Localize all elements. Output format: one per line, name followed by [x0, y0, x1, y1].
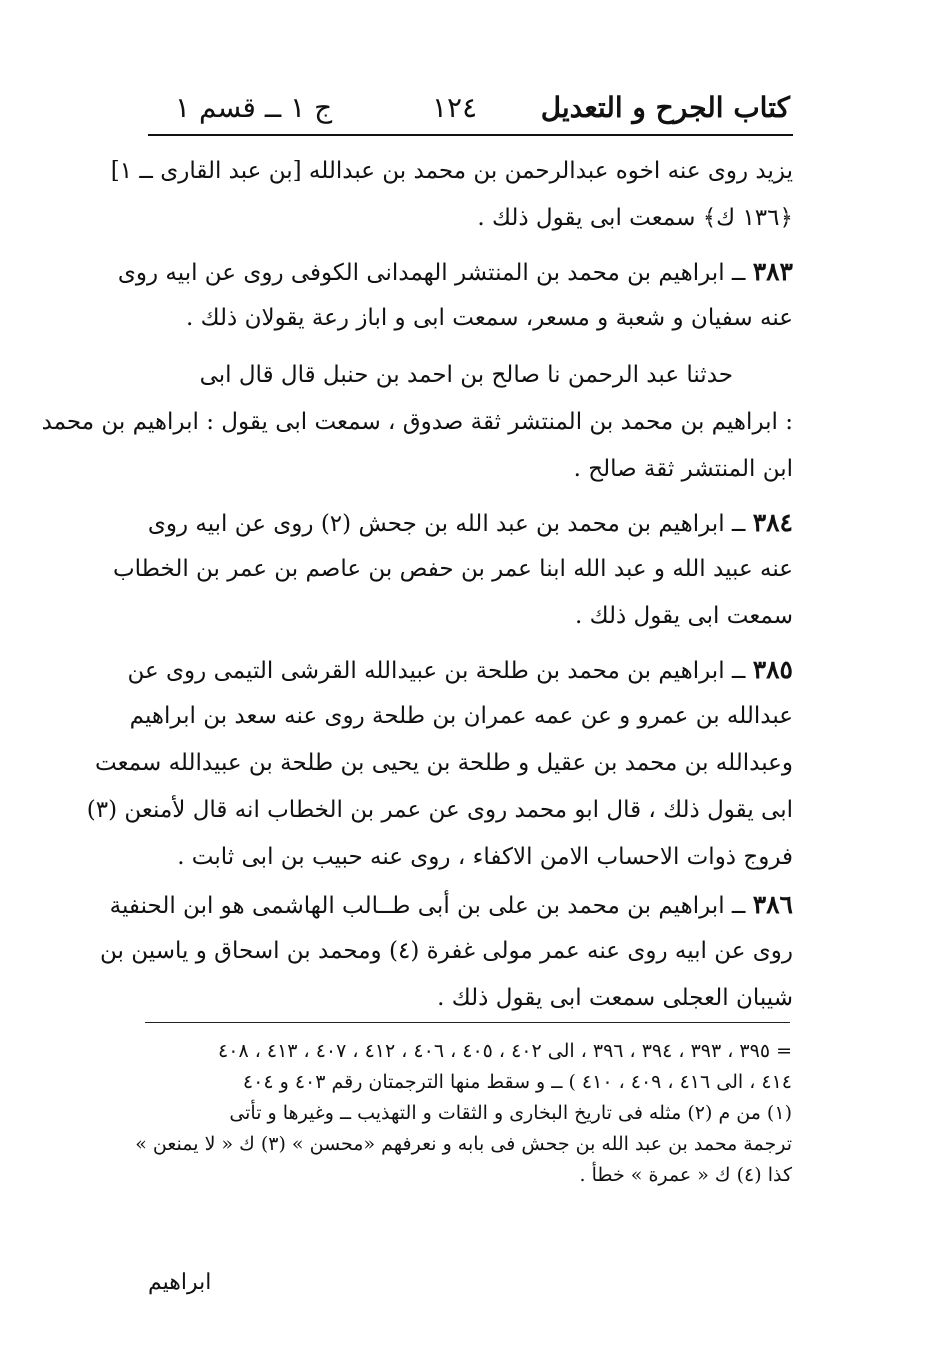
entry-line: وعبدالله بن محمد بن عقيل و طلحة بن يحيى بن طلحة بن عبيدالله سمعت: [95, 750, 793, 776]
entry-first-line: ٣٨٤ ــ ابراهيم بن محمد بن عبد الله بن جحش (٢) روى عن ابيه روى: [147, 508, 793, 537]
entry-line: ابن المنتشر ثقة صالح .: [573, 456, 793, 482]
entry-line: سمعت ابى يقول ذلك .: [574, 603, 793, 629]
entry-line: روى عن ابيه روى عنه عمر مولى غفرة (٤) ومحمد بن اسحاق و ياسين بن: [100, 938, 793, 964]
entry-number: ٣٨٣: [752, 257, 793, 286]
volume-part: ج ١ ــ قسم ١: [175, 91, 333, 124]
entry-first-line: ٣٨٦ ــ ابراهيم بن محمد بن على بن أبى طــالب الهاشمى هو ابن الحنفية: [109, 890, 793, 919]
entry-number: ٣٨٤: [752, 508, 793, 537]
entry-first-line: ٣٨٥ ــ ابراهيم بن محمد بن طلحة بن عبيدالله القرشى التيمى روى عن: [127, 655, 793, 684]
entry-number: ٣٨٦: [752, 890, 793, 919]
entry-line: عنه عبيد الله و عبد الله ابنا عمر بن حفص بن عاصم بن عمر بن الخطاب: [112, 556, 793, 582]
catchword: ابراهيم: [148, 1270, 212, 1295]
entry-number: ٣٨٥: [752, 655, 793, 684]
footnote-line: ٤١٤ ، الى ٤١٦ ، ٤٠٩ ، ٤١٠ ) ــ و سقط منها الترجمتان رقم ٤٠٣ و ٤٠٤: [242, 1071, 792, 1093]
continuation-block: [110, 148, 793, 242]
footnote-line: = ٣٩٥ ، ٣٩٣ ، ٣٩٤ ، ٣٩٦ ، الى ٤٠٢ ، ٤٠٥ ، ٤٠٦ ، ٤١٢ ، ٤٠٧ ، ٤١٣ ، ٤٠٨: [218, 1040, 792, 1062]
footnote-rule: [145, 1022, 790, 1023]
entry-first-line: ٣٨٣ ــ ابراهيم بن محمد بن المنتشر الهمدانى الكوفى روى عن ابيه روى: [117, 257, 793, 286]
continuation-line: يزيد روى عنه اخوه عبدالرحمن بن محمد بن عبدالله [بن عبد القارى ــ ١]: [110, 158, 793, 184]
footnotes: [135, 1036, 792, 1191]
entry-line: فروج ذوات الاحساب الامن الاكفاء ، روى عنه حبيب بن ابى ثابت .: [177, 844, 793, 870]
entry-line: شيبان العجلى سمعت ابى يقول ذلك .: [437, 985, 793, 1011]
entry-line: عنه سفيان و شعبة و مسعر، سمعت ابى و اباز رعة يقولان ذلك .: [186, 305, 793, 331]
continuation-line: ﴿١٣٦ ك﴾ سمعت ابى يقول ذلك .: [477, 205, 793, 231]
entry-385: [86, 646, 793, 881]
entry-line: حدثنا عبد الرحمن نا صالح بن احمد بن حنبل قال قال ابى: [199, 362, 733, 388]
running-header: [150, 88, 790, 132]
entry-line: عبدالله بن عمرو و عن عمه عمران بن طلحة روى عنه سعد بن ابراهيم: [129, 703, 793, 729]
entry-line: ابى يقول ذلك ، قال ابو محمد روى عن عمر بن الخطاب انه قال لأمنعن (٣): [86, 797, 793, 823]
footnote-line: (١) من م (٢) مثله فى تاريخ البخارى و الثقات و التهذيب ــ وغيرها و تأتى: [229, 1102, 792, 1124]
header-rule: [148, 134, 793, 136]
main-text: [41, 148, 793, 1022]
entry-line: : ابراهيم بن محمد بن المنتشر ثقة صدوق ، سمعت ابى يقول : ابراهيم بن محمد: [41, 409, 793, 435]
entry-384: [112, 499, 793, 640]
book-title: كتاب الجرح و التعديل: [540, 91, 790, 124]
footnote-line: ترجمة محمد بن عبد الله بن جحش فى بابه و نعرفهم «محسن » (٣) ك « لا يمنعن »: [135, 1133, 792, 1155]
entry-386: [100, 881, 793, 1022]
entry-383: [41, 248, 793, 493]
footnote-line: كذا (٤) ك « عمرة » خطأ .: [579, 1164, 792, 1186]
page-number: ١٢٤: [432, 91, 478, 124]
